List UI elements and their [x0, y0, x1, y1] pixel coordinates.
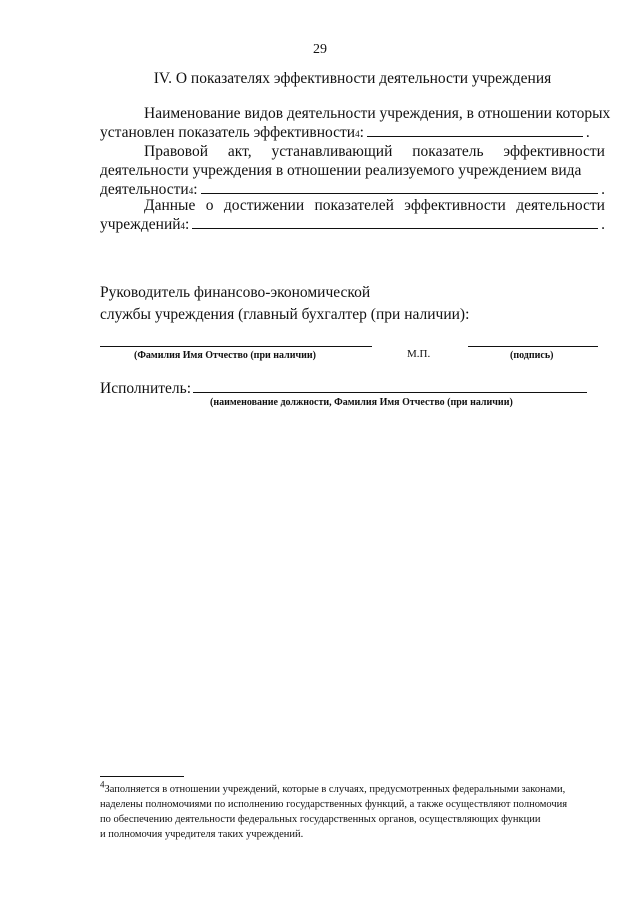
paragraph-text: учреждений: [100, 216, 181, 233]
legal-act-input-line[interactable]: [201, 193, 599, 194]
word: показателей: [314, 197, 394, 214]
executor-caption: (наименование должности, Фамилия Имя Отчество (при наличии): [210, 397, 513, 408]
paragraph-text: Наименование видов деятельности учреждения, в отношении которых: [144, 105, 611, 122]
footnote: [100, 779, 605, 842]
period: .: [585, 124, 590, 141]
footnote-separator: [100, 776, 184, 777]
word: акт,: [227, 143, 252, 160]
executor-input-line[interactable]: [193, 392, 587, 393]
paragraph-achievement-data: [100, 196, 605, 234]
colon: :: [185, 216, 190, 233]
word: показатель: [412, 143, 484, 160]
word: достижении: [223, 197, 305, 214]
paragraph-line: [100, 104, 611, 123]
executor-row: [100, 380, 590, 398]
page-number: 29: [313, 42, 327, 57]
word: эффективности: [503, 143, 605, 160]
head-of-finance-block: [100, 282, 469, 326]
footnote-line: и полномочия учредителя таких учреждений.: [100, 829, 304, 840]
section-title: IV. О показателях эффективности деятельности учреждения: [153, 70, 552, 87]
paragraph-line-justified: [100, 142, 605, 161]
footnote-line: наделены полномочиями по исполнению государственных функций, а также осуществляют полномочия: [100, 799, 568, 810]
footnote-marker: 4: [100, 779, 105, 790]
executor-label: Исполнитель:: [100, 380, 192, 397]
paragraph-text: установлен показатель эффективности: [100, 124, 356, 141]
signature-line[interactable]: [468, 346, 598, 347]
head-title-line: Руководитель финансово-экономической: [100, 284, 371, 301]
word: Данные: [144, 197, 196, 214]
name-signature-line[interactable]: [100, 346, 372, 347]
colon: :: [193, 181, 198, 198]
word: Правовой: [144, 143, 209, 160]
word: деятельности: [516, 197, 605, 214]
stamp-label: М.П.: [407, 348, 431, 360]
paragraph-text: деятельности учреждения в отношении реализуемого учреждением вида: [100, 162, 582, 179]
footnote-line: $^4$Заполняется в отношении учреждений, которые в случаях, предусмотренных федеральными законами,: [100, 779, 566, 795]
paragraph-text: деятельности: [100, 181, 189, 198]
name-caption: (Фамилия Имя Отчество (при наличии): [134, 350, 316, 361]
word: эффективности: [404, 197, 506, 214]
colon: :: [359, 124, 364, 141]
paragraph-line: деятельности 4 : .: [100, 181, 605, 198]
paragraph-activity-types: [100, 104, 611, 142]
footnote-line: по обеспечению деятельности федеральных государственных органов, осуществляющих функции: [100, 814, 541, 825]
period: .: [601, 181, 605, 198]
paragraph-legal-act: [100, 142, 605, 199]
activity-types-input-line[interactable]: [367, 136, 583, 137]
paragraph-line-justified: [100, 196, 605, 215]
paragraph-line: учреждений 4 : .: [100, 216, 605, 233]
head-title-line: службы учреждения (главный бухгалтер (при наличии):: [100, 306, 470, 323]
achievement-data-input-line[interactable]: [192, 228, 598, 229]
period: .: [601, 216, 605, 233]
word: о: [205, 197, 214, 214]
word: устанавливающий: [271, 143, 393, 160]
signature-caption: (подпись): [510, 350, 554, 361]
paragraph-line: установлен показатель эффективности 4 : .: [100, 124, 590, 141]
paragraph-line: [100, 161, 605, 180]
